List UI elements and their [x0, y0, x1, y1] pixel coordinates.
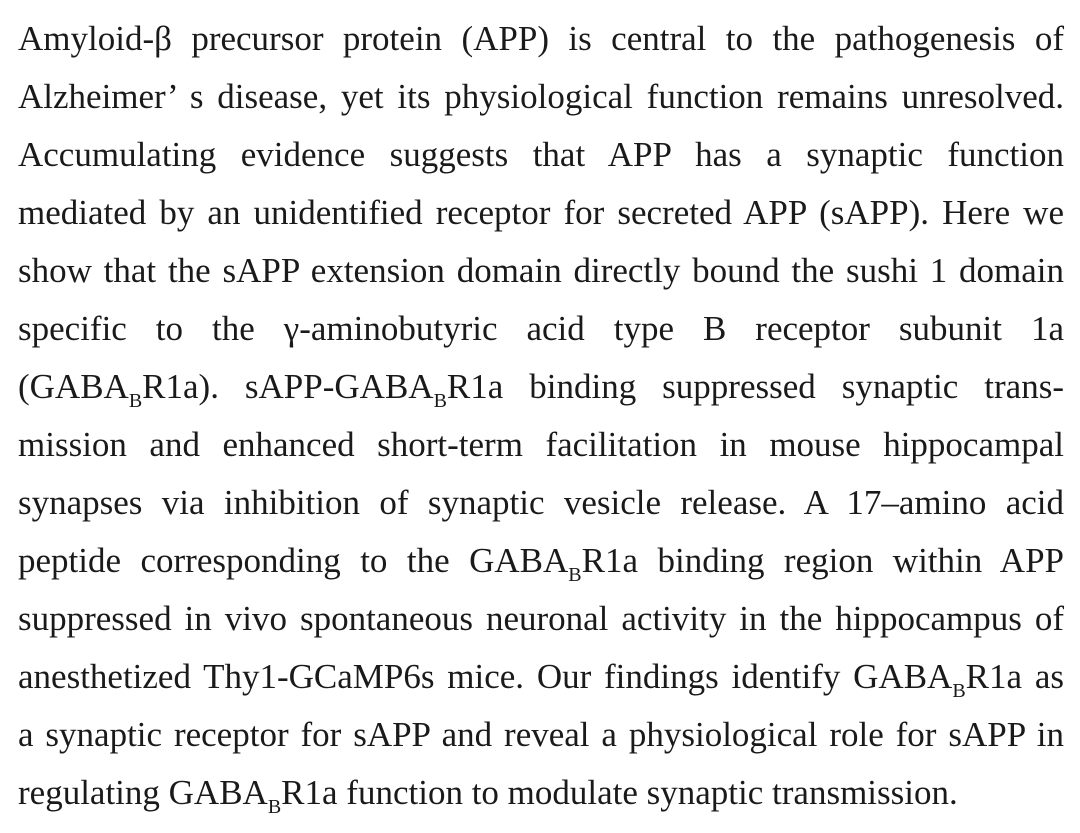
- line-7-subscript-2: B: [433, 390, 447, 412]
- abstract-line-2: Alzheimer’ s disease, yet its physiological function remains unresolved.: [18, 77, 1064, 116]
- line-10-text-1: peptide corresponding to the GABA: [18, 541, 569, 580]
- abstract-line-5: show that the sAPP extension domain directly bound the sushi 1 domain: [18, 251, 1064, 290]
- abstract-line-10: [18, 532, 1064, 590]
- line-14-text-2: R1a function to modulate synaptic transmission.: [281, 773, 958, 812]
- abstract-line-1: Amyloid-β precursor protein (APP) is central to the pathogenesis of: [18, 19, 1064, 58]
- abstract-line-14: [18, 764, 1064, 822]
- line-7-text-3: R1a binding suppressed synaptic trans-: [446, 367, 1064, 406]
- abstract-line-12: [18, 648, 1064, 706]
- line-12-subscript-1: B: [952, 680, 966, 702]
- line-7-text-1: (GABA: [18, 367, 129, 406]
- abstract-line-4: mediated by an unidentified receptor for secreted APP (sAPP). Here we: [18, 193, 1064, 232]
- line-12-text-2: R1a as: [965, 657, 1064, 696]
- abstract-line-8: mission and enhanced short-term facilitation in mouse hippocampal: [18, 425, 1064, 464]
- line-14-text-1: regulating GABA: [18, 773, 268, 812]
- line-14-subscript-1: B: [267, 796, 282, 818]
- abstract-line-3: Accumulating evidence suggests that APP has a synaptic function: [18, 135, 1064, 174]
- abstract-line-9: synapses via inhibition of synaptic vesicle release. A 17–amino acid: [18, 483, 1064, 522]
- abstract-line-13: a synaptic receptor for sAPP and reveal a physiological role for sAPP in: [18, 715, 1064, 754]
- line-7-subscript-1: B: [128, 390, 143, 412]
- line-12-text-1: anesthetized Thy1-GCaMP6s mice. Our findings identify GABA: [18, 657, 953, 696]
- abstract-line-11: suppressed in vivo spontaneous neuronal activity in the hippocampus of: [18, 599, 1064, 638]
- line-10-subscript-1: B: [568, 564, 582, 586]
- line-10-text-2: R1a binding region within APP: [581, 541, 1064, 580]
- abstract-line-7: [18, 358, 1064, 416]
- line-7-text-2: R1a). sAPP-GABA: [142, 367, 434, 406]
- abstract-paragraph: [18, 10, 1064, 822]
- abstract-line-6: specific to the γ-aminobutyric acid type B receptor subunit 1a: [18, 309, 1064, 348]
